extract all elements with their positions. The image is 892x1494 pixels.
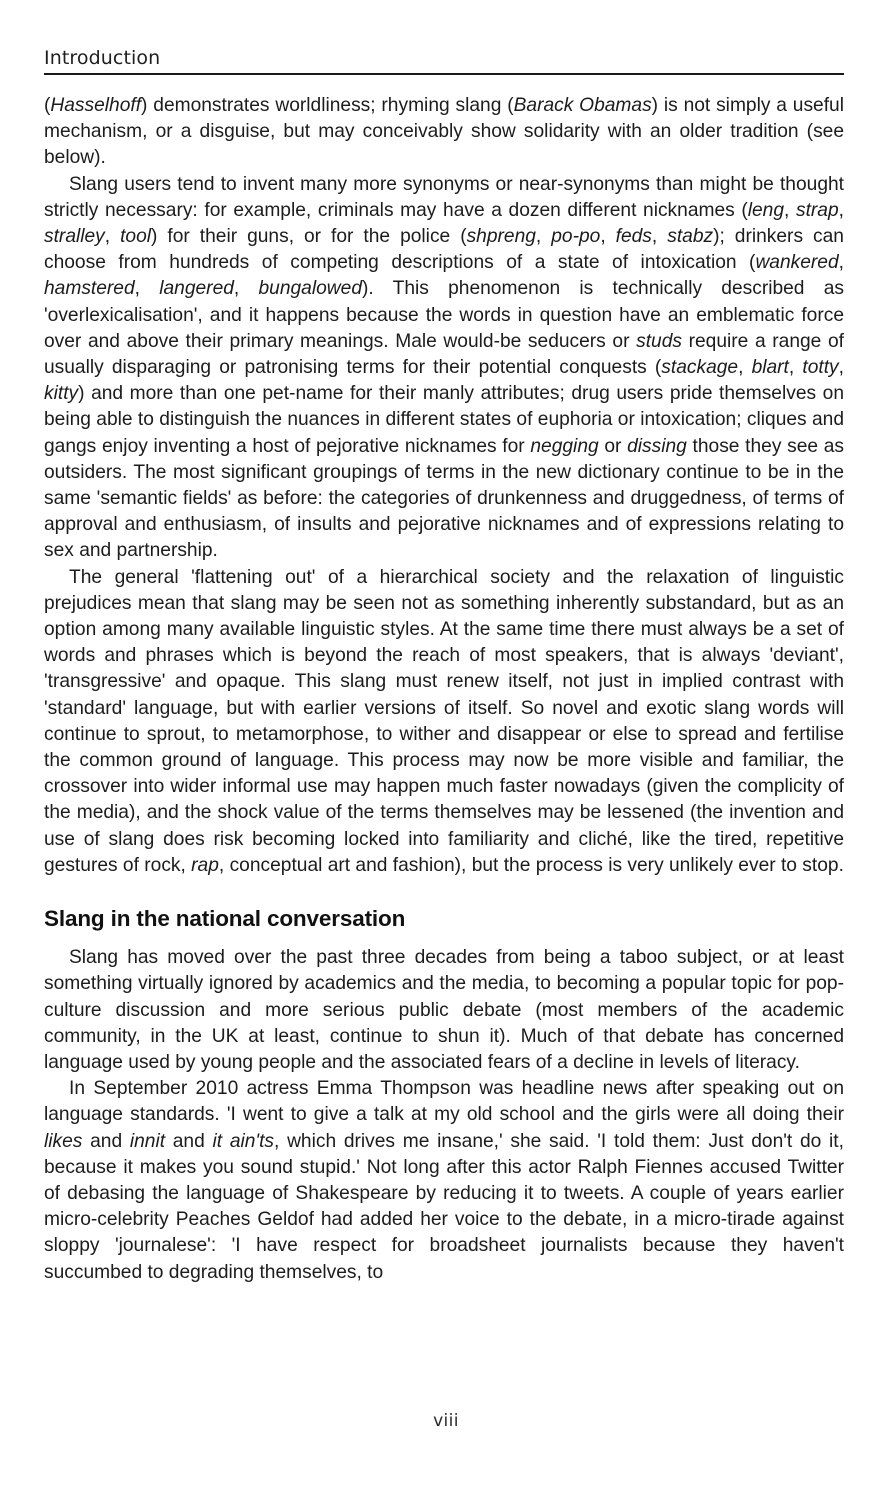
italic-term: blart	[751, 357, 789, 379]
italic-term: kitty	[44, 383, 79, 405]
para-hasselhoff: (Hasselhoff) demonstrates worldliness; rhyming slang (Barack Obamas) is not simply a useful mechanism, or a disguise, but may conceivably show solidarity with an older tradition (see below).	[44, 95, 844, 169]
italic-term: stabz	[667, 226, 714, 248]
italic-term: hamstered	[44, 278, 135, 300]
italic-term: wankered	[755, 252, 839, 274]
section-heading: Slang in the national conversation	[44, 906, 406, 932]
running-head: Introduction	[44, 47, 161, 69]
para-emma-thompson: In September 2010 actress Emma Thompson was headline news after speaking out on language standards. 'I went to give a talk at my old school and the girls were all doing their likes and innit and it ain'ts, which drives me insane,' she said. 'I told them: Just don't do it, because it makes you sound stupid.' Not long after this actor Ralph Fiennes accused Twitter of debasing the language of Shakespeare by reducing it to tweets. A couple of years earlier micro-celebrity Peaches Geldof had added her voice to the debate, in a micro-tirade against sloppy 'journalese': 'I have respect for broadsheet journalists because they haven't succumbed to degrading themselves, to	[44, 1078, 844, 1283]
italic-term: innit	[129, 1130, 166, 1152]
italic-term: negging	[530, 435, 599, 457]
body-text-after-heading	[44, 945, 844, 1286]
page-content	[44, 46, 844, 1286]
page-number: viii	[433, 1411, 459, 1431]
body-text-before-heading	[44, 93, 844, 879]
italic-term: po-po	[551, 226, 601, 248]
italic-term: dissing	[627, 435, 687, 457]
italic-term: stackage	[661, 357, 739, 379]
italic-term: Hasselhoff	[50, 95, 142, 116]
italic-term: rap	[191, 854, 219, 876]
italic-term: likes	[44, 1130, 83, 1152]
italic-term: stralley	[44, 226, 105, 248]
italic-term: strap	[795, 199, 839, 221]
italic-term: studs	[636, 330, 682, 352]
italic-term: Barack Obamas	[513, 95, 652, 116]
italic-term: it ain'ts	[212, 1130, 275, 1152]
para-synonyms: Slang users tend to invent many more synonyms or near-synonyms than might be thought strictly necessary: for example, criminals may have a dozen different nicknames (leng, strap, stralley, tool) for their guns, or for the police (shpreng, po-po, feds, stabz); drinkers can choose from hundreds of competing descriptions of a state of intoxication (wankered, hamstered, langered, bungalowed). This phenomenon is technically described as 'overlexicalisation', and it happens because the words in question have an emblematic force over and above their primary meanings. Male would-be seducers or studs require a range of usually disparaging or patronising terms for their potential conquests (stackage, blart, totty, kitty) and more than one pet-name for their manly attributes; drug users pride themselves on being able to distinguish the nuances in different states of euphoria or intoxication; cliques and gangs enjoy inventing a host of pejorative nicknames for negging or dissing those they see as outsiders. The most significant groupings of terms in the new dictionary continue to be in the same 'semantic fields' as before: the categories of drunkenness and druggedness, of terms of approval and enthusiasm, of insults and pejorative nicknames and of expressions relating to sex and partnership.	[44, 173, 844, 562]
italic-term: shpreng	[466, 226, 536, 248]
italic-term: feds	[615, 226, 652, 248]
italic-term: leng	[747, 199, 785, 221]
italic-term: langered	[159, 278, 234, 300]
para-flattening: The general 'flattening out' of a hierarchical society and the relaxation of linguistic prejudices mean that slang may be seen not as something inherently substandard, but as an option among many available linguistic styles. At the same time there must always be a set of words and phrases which is beyond the reach of most speakers, that is always 'deviant', 'transgressive' and opaque. This slang must renew itself, not just in implied contrast with 'standard' language, but with earlier versions of itself. So novel and exotic slang words will continue to sprout, to metamorphose, to wither and disappear or else to spread and fertilise the common ground of language. This process may now be more visible and familiar, the crossover into wider informal use may happen much faster nowadays (given the complicity of the media), and the shock value of the terms themselves may be lessened (the invention and use of slang does risk becoming locked into familiarity and cliché, like the tired, repetitive gestures of rock, rap, conceptual art and fashion), but the process is very unlikely ever to stop.	[44, 566, 844, 876]
italic-term: totty	[802, 357, 839, 379]
italic-term: tool	[120, 226, 152, 248]
running-head-rule	[44, 73, 844, 75]
para-taboo: Slang has moved over the past three decades from being a taboo subject, or at least something virtually ignored by academics and the media, to becoming a popular topic for pop-culture discussion and more serious public debate (most members of the academic community, in the UK at least, continue to shun it). Much of that debate has concerned language used by young people and the associated fears of a decline in levels of literacy.	[44, 947, 844, 1073]
italic-term: bungalowed	[258, 278, 362, 300]
